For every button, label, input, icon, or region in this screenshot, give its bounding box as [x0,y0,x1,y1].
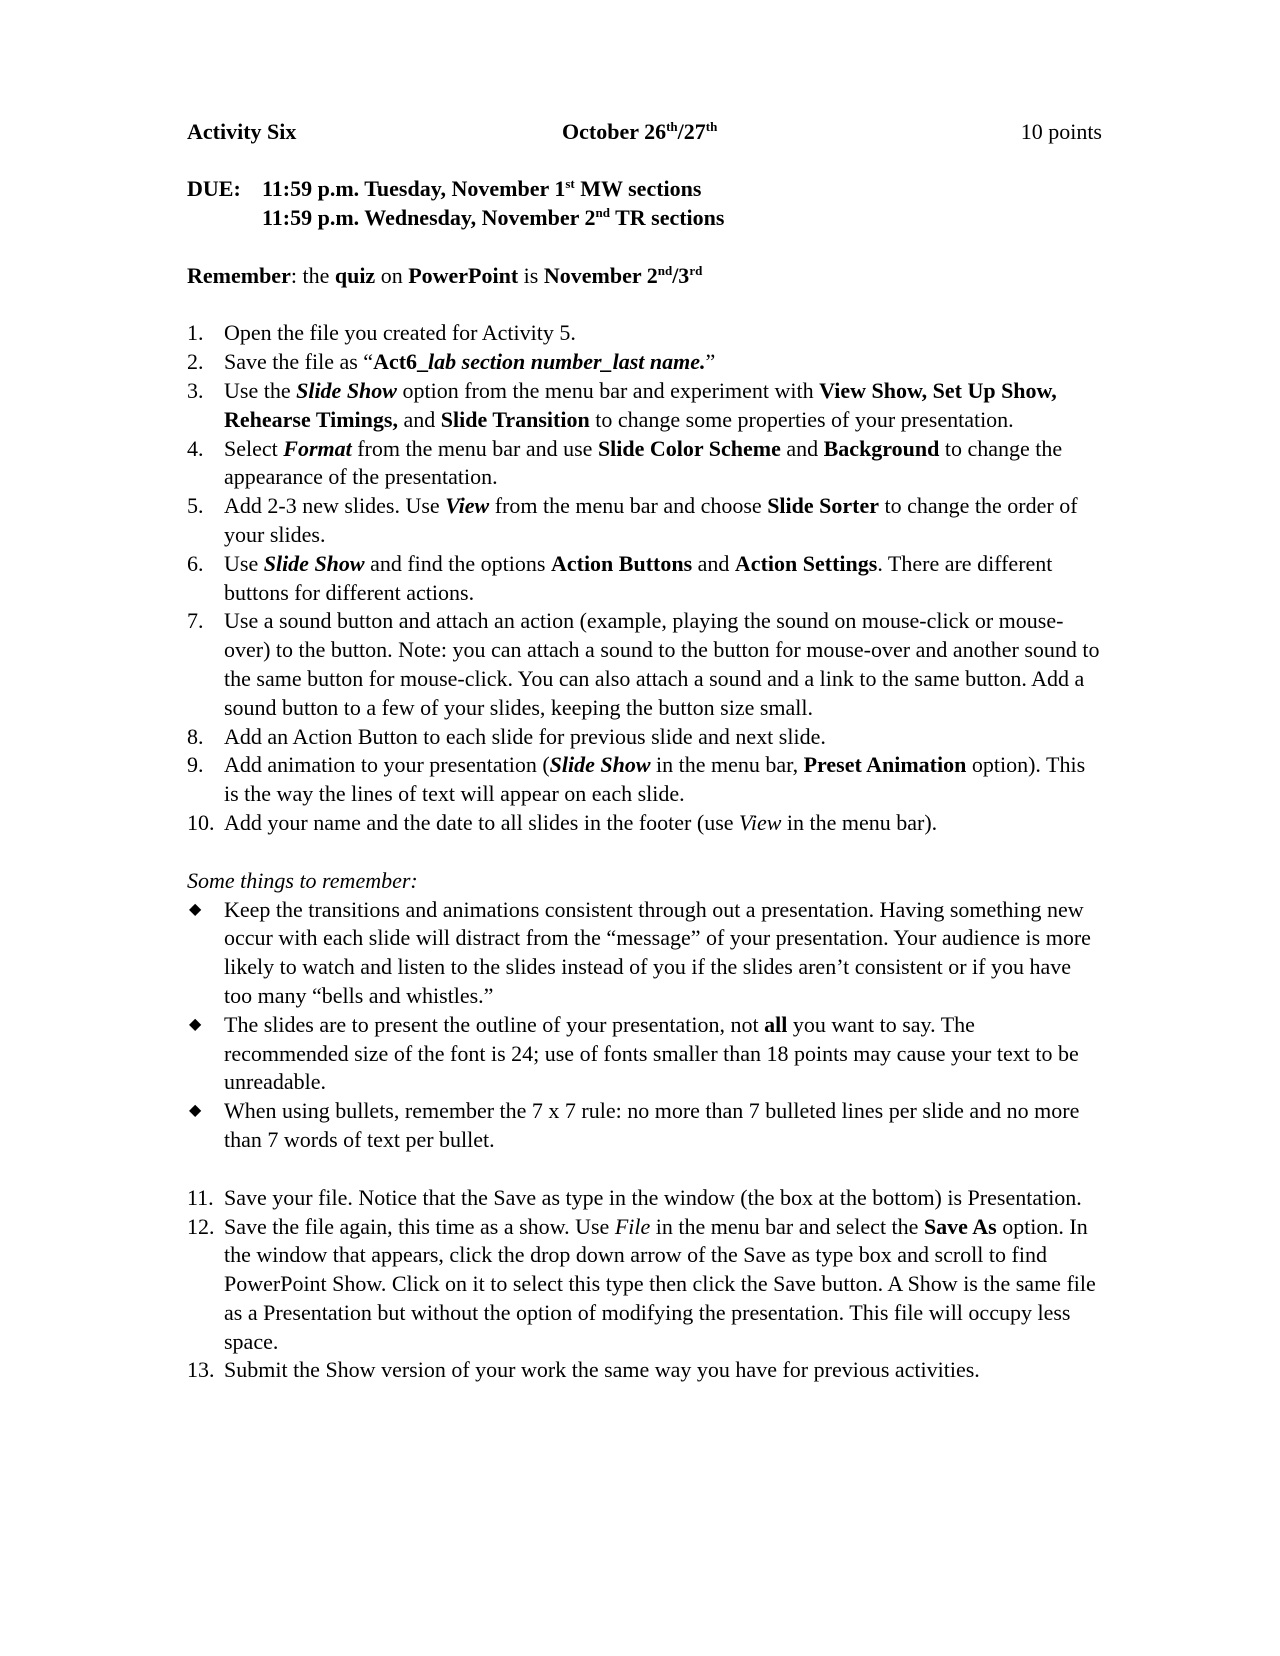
item-number: 4. [187,435,204,461]
item-text: Action Buttons [550,550,693,576]
item-text: and [692,550,735,576]
item-text: from the menu bar and choose [489,493,768,519]
item-text: Submit the Show version of your work the same way you have for previous activities. [224,1357,980,1383]
item-text: Use [224,550,264,576]
item-text: to change the order of your slides. [224,493,1078,547]
date-sup: th [666,119,678,134]
item-text: option). This is the way the lines of text will appear on each slide. [224,752,1086,807]
due-text: 11:59 p.m. Tuesday, November 1 [262,176,566,201]
item-number: 5. [187,493,204,519]
activity-points: 10 points [1020,119,1102,144]
list-item [187,751,1102,809]
tip-text: The slides are to present the outline of your presentation, not [224,1011,765,1037]
list-item [187,1184,1102,1213]
item-text: Save As [923,1213,997,1239]
item-number: 6. [187,550,204,576]
item-text: Save the file as “ [224,349,374,375]
item-text: Add animation to your presentation ( [224,752,550,778]
item-text: option. In the window that appears, click the drop down arrow of the Save as type box and scroll to find PowerPoint Show. Click on it to select this type then click the Save button. A Show is the same file as a Presentation but without the option of modifying the presentation. This file will occupy less space. [224,1213,1096,1354]
item-text: to change some properties of your presentation. [589,406,1014,432]
due-text: TR sections [609,204,725,230]
reminder-sup: nd [657,262,673,278]
tip-text: you want to say. The recommended size of the font is 24; use of fonts smaller than 18 points may cause your text to be unreadable. [224,1011,1079,1095]
quiz-reminder [187,262,1102,291]
due-sup: st [565,176,575,191]
activity-date [562,118,717,147]
instruction-list-continued [187,1184,1102,1386]
item-text: from the menu bar and use [351,435,598,461]
due-label: DUE: [187,176,241,201]
reminder-sup: rd [689,262,703,278]
list-item [187,348,1102,377]
list-item [187,607,1102,722]
item-number: 9. [187,752,204,778]
item-text: Add your name and the date to all slides in the footer (use [224,809,740,835]
item-text: Slide Transition [440,406,590,432]
tip-text: When using bullets, remember the 7 x 7 rule: no more than 7 bulleted lines per slide and no more than 7 words of text per bullet. [224,1098,1080,1152]
item-text: and [397,406,441,432]
list-item [187,1356,1102,1385]
item-text: File [614,1213,651,1239]
item-text: in the menu bar and select the [650,1213,924,1239]
item-text: Slide Show [549,752,651,778]
list-item [187,809,1102,838]
due-text: 11:59 p.m. Wednesday, November 2 [262,204,596,230]
item-text: in the menu bar). [781,809,938,835]
diamond-bullet-icon: ◆ [189,1015,202,1033]
item-text: Slide Show [296,377,397,403]
tips-heading: Some things to remember: [187,867,418,893]
list-item [187,1011,1102,1097]
reminder-text: is [518,262,544,288]
item-text: View [739,809,782,835]
item-text: Open the file you created for Activity 5. [224,320,576,346]
reminder-text: : the [290,262,335,288]
item-text: Slide Sorter [767,493,880,519]
list-item [187,723,1102,752]
item-text: Format [283,435,352,461]
activity-title: Activity Six [187,119,297,144]
list-item [187,492,1102,550]
instruction-list [187,319,1102,837]
item-text: View Show, Set Up Show, Rehearse Timings, [224,377,1057,432]
reminder-text: November 2 [543,262,658,288]
item-number: 2. [187,349,204,375]
date-text: /27 [677,119,706,144]
reminder-text: PowerPoint [408,262,519,288]
item-text: Save your file. Notice that the Save as type in the window (the box at the bottom) is Presentation. [224,1184,1082,1210]
document-page [187,118,1102,1385]
item-text: option from the menu bar and experiment with [396,377,820,403]
due-sup: nd [595,204,610,220]
item-number: 10. [187,809,215,835]
item-number: 12. [187,1213,215,1239]
item-text: and [780,435,824,461]
diamond-bullet-icon: ◆ [189,1102,202,1120]
item-text: Act6_ [373,349,429,375]
tip-text: all [764,1011,788,1037]
item-text: View [445,493,490,519]
due-line [187,175,1102,204]
item-text: lab section number_last name. [428,349,706,375]
item-text: Background [823,435,940,461]
list-item [187,1097,1102,1155]
item-text: Use the [224,377,297,403]
date-sup: th [705,119,718,134]
item-number: 1. [187,320,204,346]
item-text: Add an Action Button to each slide for previous slide and next slide. [224,723,826,749]
list-item [187,435,1102,493]
item-text: Save the file again, this time as a show. Use [224,1213,615,1239]
item-text: to change the appearance of the presentation. [224,435,1063,490]
list-item [187,550,1102,608]
item-text: and find the options [364,550,551,576]
diamond-bullet-icon: ◆ [189,900,202,918]
due-block [187,175,1102,233]
due-text: MW sections [574,176,702,201]
item-text: Select [224,435,284,461]
item-number: 13. [187,1357,215,1383]
reminder-text: /3 [672,262,690,288]
item-text: Use a sound button and attach an action (example, playing the sound on mouse-click or mouse-over) to the button. Note: you can attach a sound to the button for mouse-over and another sound to the same button for mouse-click. You can also attach a sound and a link to the same button. Add a sound button to a few of your slides, keeping the button size small. [224,608,1100,720]
item-text: Action Settings [734,550,878,576]
tips-list [187,896,1102,1155]
item-number: 3. [187,377,204,403]
item-text: Preset Animation [803,752,967,778]
item-text: in the menu bar, [650,752,804,778]
list-item [187,377,1102,435]
item-text: Slide Show [263,550,365,576]
item-number: 11. [187,1184,214,1210]
due-line [187,204,1102,233]
list-item [187,896,1102,1011]
list-item [187,1213,1102,1357]
header-row [187,118,1102,148]
tip-text: Keep the transitions and animations consistent through out a presentation. Having something new occur with each slide will distract from the “message” of your presentation. Your audience is more likely to watch and listen to the slides instead of you if the slides aren’t consistent or if you have too many “bells and whistles.” [224,896,1091,1008]
item-number: 7. [187,608,204,634]
reminder-text: quiz [334,262,376,288]
item-text: ” [705,349,716,375]
reminder-text: Remember [187,262,291,288]
item-text: Add 2-3 new slides. Use [224,493,446,519]
reminder-text: on [375,262,409,288]
item-text: Slide Color Scheme [597,435,781,461]
list-item [187,319,1102,348]
date-text: October 26 [562,119,667,144]
item-number: 8. [187,723,204,749]
item-text: . There are different buttons for different actions. [224,550,1053,605]
